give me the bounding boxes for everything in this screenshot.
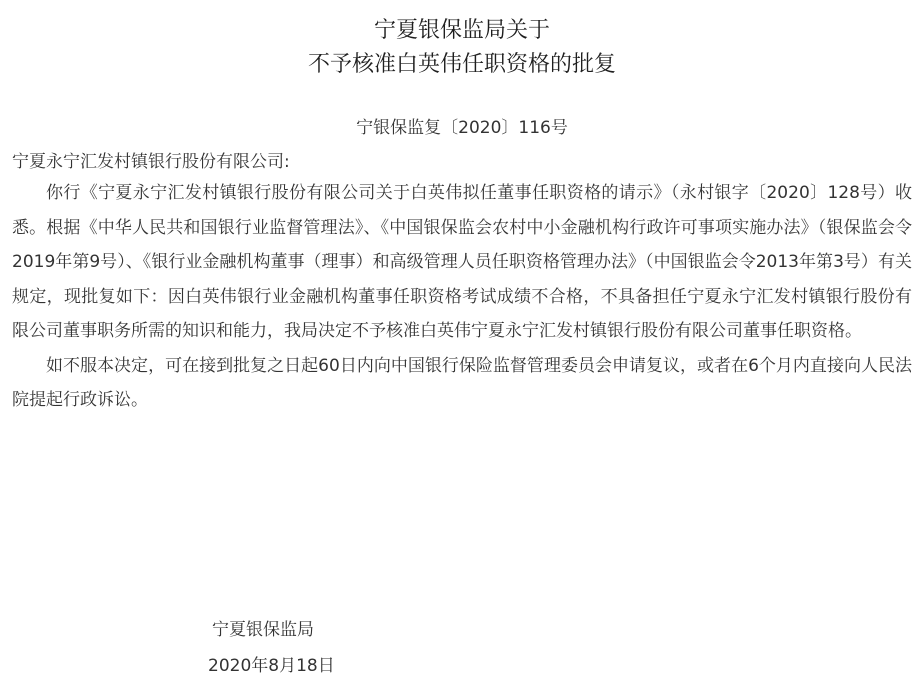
addressee: 宁夏永宁汇发村镇银行股份有限公司: <box>12 152 290 172</box>
document-body <box>12 176 912 418</box>
document-number: 宁银保监复〔2020〕116号 <box>356 118 568 138</box>
issue-date: 2020年8月18日 <box>208 656 335 676</box>
body-paragraph-2: 如不服本决定，可在接到批复之日起60日内向中国银行保险监督管理委员会申请复议，或者在6个月内直接向人民法院提起行政诉讼。 <box>12 355 912 410</box>
document-title-line-1: 宁夏银保监局关于 <box>373 18 550 43</box>
issuer-signature: 宁夏银保监局 <box>212 620 314 640</box>
body-paragraph-1: 你行《宁夏永宁汇发村镇银行股份有限公司关于白英伟拟任董事任职资格的请示》（永村银字〔2020〕128号）收悉。根据《中华人民共和国银行业监督管理法》、《中国银保监会农村中小金融机构行政许可事项实施办法》（银保监会令2019年第9号）、《银行业金融机构董事（理事）和高级管理人员任职资格管理办法》（中国银监会令2013年第3号）有关规定，现批复如下：因白英伟银行业金融机构董事任职资格考试成绩不合格，不具备担任宁夏永宁汇发村镇银行股份有限公司董事职务所需的知识和能力，我局决定不予核准白英伟宁夏永宁汇发村镇银行股份有限公司董事任职资格。 <box>12 183 912 341</box>
document-title-line-2: 不予核准白英伟任职资格的批复 <box>307 52 616 77</box>
